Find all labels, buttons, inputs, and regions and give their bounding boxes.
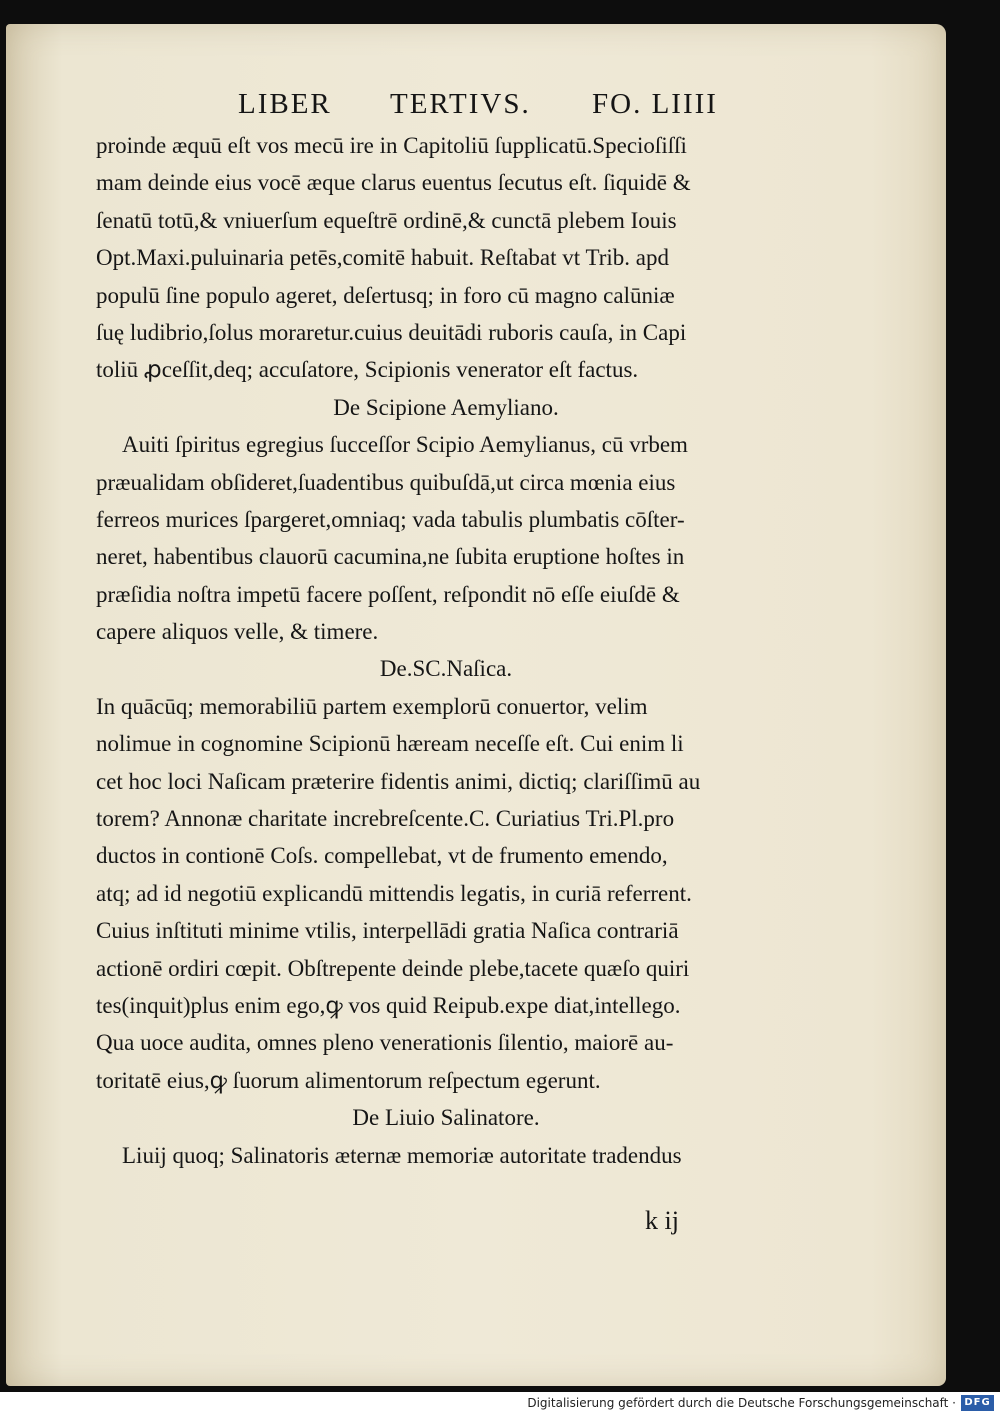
section-heading: De Scipione Aemyliano. [333, 394, 559, 420]
text-line: Cuius inſtituti minime vtilis, interpellādi gratia Naſica contrariā [96, 918, 679, 944]
text-line: cet hoc loci Naſicam præterire fidentis animi, dictiq; clariſſimū au [96, 768, 701, 794]
footer-bar [0, 1392, 1000, 1417]
text-line: præſidia noſtra impetū facere poſſent, reſpondit nō eſſe eiuſdē & [96, 581, 680, 607]
dfg-logo-icon: DFG [961, 1395, 994, 1411]
text-line: nolimue in cognomine Scipionū hæream neceſſe eſt. Cui enim li [96, 731, 684, 757]
text-line: populū ſine populo ageret, deſertusq; in foro cū magno calūniæ [96, 282, 675, 308]
signature-mark: k ij [645, 1206, 679, 1235]
footer-credit-text: Digitalisierung gefördert durch die Deutsche Forschungsgemeinschaft · [527, 1396, 956, 1410]
section-heading: De Liuio Salinatore. [352, 1105, 540, 1131]
text-line: tes(inquit)plus enim ego,ꝙ vos quid Reipub.expe diat,intellego. [96, 992, 681, 1018]
text-line: toliū ꝓceſſit,deq; accuſatore, Scipionis venerator eſt factus. [96, 357, 639, 383]
running-head-folio: FO. LIIII [592, 88, 718, 120]
text-line: ferreos murices ſpargeret,omniaq; vada tabulis plumbatis cōſter- [96, 506, 685, 532]
text-line: proinde æquū eſt vos mecū ire in Capitoliū ſupplicatū.Specioſiſſi [96, 133, 687, 158]
text-line: Opt.Maxi.puluinaria petēs,comitē habuit. Reſtabat vt Trib. apd [96, 245, 669, 271]
text-line: torem? Annonæ charitate increbreſcente.C. Curiatius Tri.Pl.pro [96, 806, 675, 832]
text-line: actionē ordiri cœpit. Obſtrepente deinde plebe,tacete quæſo quiri [96, 955, 690, 981]
text-line: Qua uoce audita, omnes pleno venerationis ſilentio, maiorē au- [96, 1030, 674, 1056]
running-head-tertius: TERTIVS. [390, 88, 531, 120]
text-line: Auiti ſpiritus egregius ſucceſſor Scipio Aemylianus, cū vrbem [122, 432, 688, 458]
text-line: Liuij quoq; Salinatoris æternæ memoriæ autoritate tradendus [122, 1142, 682, 1168]
text-line: capere aliquos velle, & timere. [96, 619, 379, 645]
text-line: mam deinde eius vocē æque clarus euentus ſecutus eſt. ſiquidē & [96, 170, 691, 196]
text-block [96, 127, 796, 1174]
text-line: præualidam obſideret,ſuadentibus quibuſdā,ut circa mœnia eius [96, 469, 676, 495]
text-line: toritatē eius,ꝙ ſuorum alimentorum reſpectum egerunt. [96, 1067, 601, 1093]
text-line: neret, habentibus clauorū cacumina,ne ſubita eruptione hoſtes in [96, 544, 685, 570]
text-line: ductos in contionē Coſs. compellebat, vt de frumento emendo, [96, 843, 668, 869]
section-heading: De.SC.Naſica. [379, 656, 513, 682]
text-line: In quācūq; memorabiliū partem exemplorū conuertor, velim [96, 693, 648, 719]
text-line: ſenatū totū,& vniuerſum equeſtrē ordinē,& cunctā plebem Iouis [96, 207, 677, 233]
text-line: ſuę ludibrio,ſolus moraretur.cuius deuitādi ruboris cauſa, in Capi [96, 319, 687, 345]
text-line: atq; ad id negotiū explicandū mittendis legatis, in curiā referrent. [96, 880, 692, 906]
running-head-liber: LIBER [238, 88, 332, 120]
